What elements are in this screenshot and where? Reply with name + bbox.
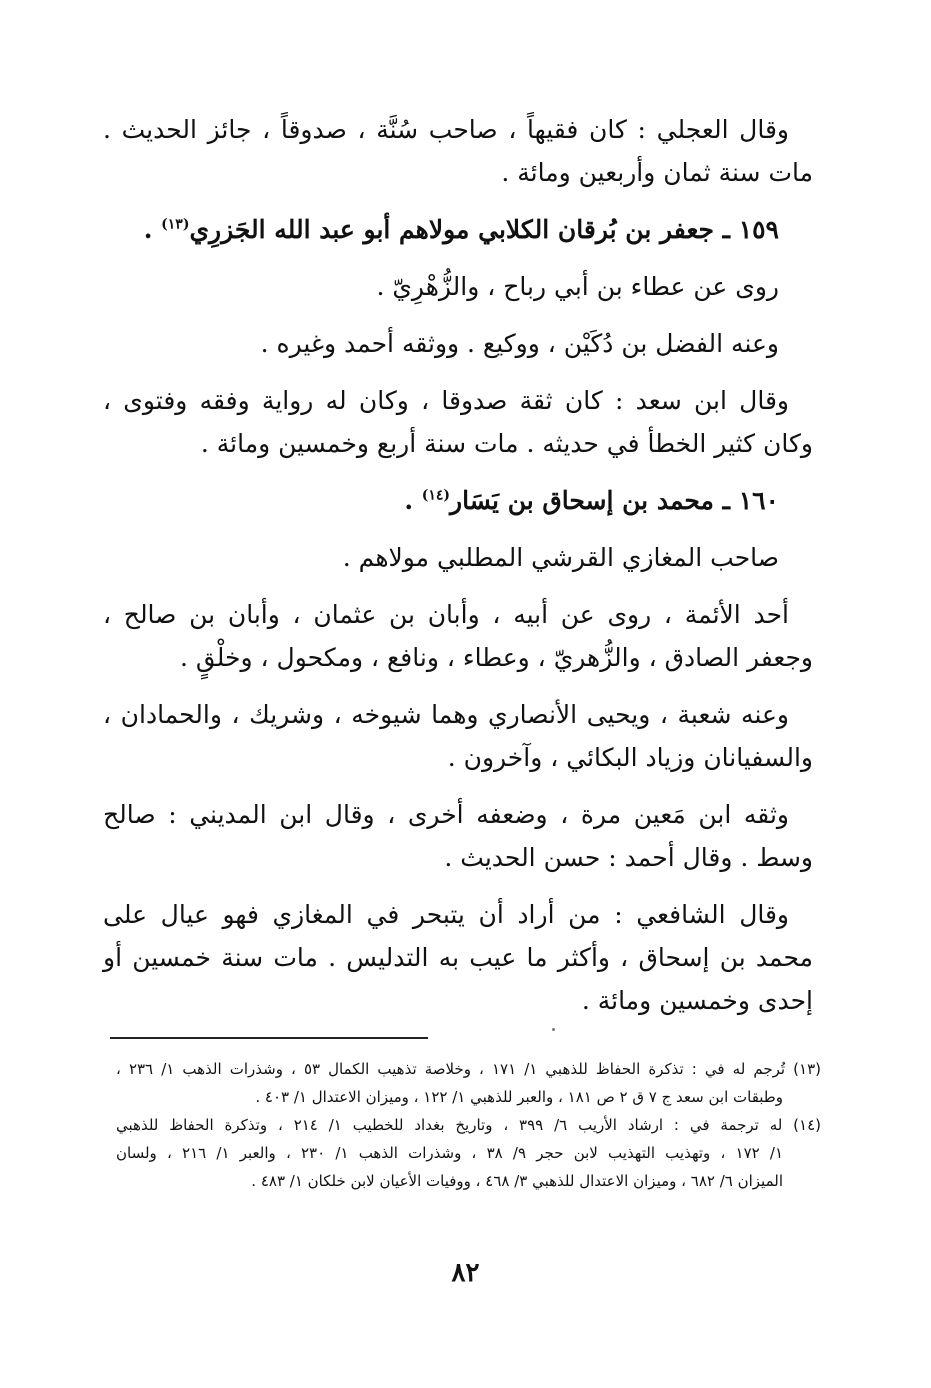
entry-159-heading [103,208,813,251]
paragraph-maghazi: صاحب المغازي القرشي المطلبي مولاهم . [342,543,779,572]
footnote-ref-13[interactable]: (١٣) [161,216,190,233]
entry-159-number: ١٥٩ ـ [722,215,779,244]
paragraph-ibn-saad: وقال ابن سعد : كان ثقة صدوقا ، وكان له رواية وفقه وفتوى ، وكان كثير الخطأ في حديثه . مات سنة أربع وخمسين ومائة . [103,386,813,458]
paragraph-shafii: وقال الشافعي : من أراد أن يتبحر في المغازي فهو عيال على محمد بن إسحاق ، وأكثر ما عيب به التدليس . مات سنة خمسين أو إحدى وخمسين ومائة . [103,900,813,1015]
main-text [103,108,813,1036]
footnote-14-line-1: (١٤) له ترجمة في : ارشاد الأريب ٦/ ٣٩٩ ، وتاريخ بغداد للخطيب ١/ ٢١٤ ، وتذكرة الحفاظ للذهبي [116,1116,821,1134]
footnote-13-line-2: وطبقات ابن سعد ج ٧ ق ٢ ص ١٨١ ، والعبر للذهبي ١/ ١٢٢ ، وميزان الاعتدال ١/ ٤٠٣ . [255,1088,783,1106]
entry-160-tail: . [404,486,422,515]
paragraph-ijli: وقال العجلي : كان فقيهاً ، صاحب سُنَّة ، صدوقاً ، جائز الحديث . مات سنة ثمان وأربعين ومائة . [103,115,813,187]
paragraph-narrators: وعنه الفضل بن دُكَيْن ، ووكيع . ووثقه أحمد وغيره . [260,329,779,358]
paragraph-narrated-from: روى عن عطاء بن أبي رباح ، والزُّهْرِيّ . [376,272,779,301]
entry-159-tail: . [143,215,162,244]
footnote-14-line-2: ١/ ١٧٢ ، وتهذيب التهذيب لابن حجر ٩/ ٣٨ ، وشذرات الذهب ١/ ٢٣٠ ، والعبر ١/ ٢١٦ ، ولسان [116,1144,784,1162]
entry-160-name: محمد بن إسحاق بن يَسَار [450,486,714,515]
footnote-13-line-1: (١٣) تُرجم له في : تذكرة الحفاظ للذهبي ١/ ١٧١ ، وخلاصة تذهيب الكمال ٥٣ ، وشذرات الذهب ١/ ٢٣٦ ، [116,1060,821,1078]
entry-160-number: ١٦٠ ـ [722,486,779,515]
entry-159-name: جعفر بن بُرقان الكلابي مولاهم أبو عبد الله الجَزرِي [189,215,714,244]
paragraph-grading: وثقه ابن مَعين مرة ، وضعفه أخرى ، وقال ابن المديني : صالح وسط . وقال أحمد : حسن الحديث . [103,800,813,872]
paragraph-students: وعنه شعبة ، ويحيى الأنصاري وهما شيوخه ، وشريك ، والحمادان ، والسفيانان وزياد البكائي ، وآخرون . [103,700,813,772]
footnote-14-line-3: الميزان ٦/ ٦٨٢ ، وميزان الاعتدال للذهبي ٣/ ٤٦٨ ، ووفيات الأعيان لابن خلكان ١/ ٤٨٣ . [251,1172,783,1190]
footnote-separator [110,1037,428,1039]
footnote-13 [116,1055,821,1111]
entry-160-heading [103,479,813,522]
footnote-14 [116,1111,821,1195]
footnotes [116,1055,821,1195]
page-number: ٨٢ [451,1258,480,1288]
footnote-ref-14[interactable]: (١٤) [421,487,451,504]
paragraph-imams: أحد الأئمة ، روى عن أبيه ، وأبان بن عثمان ، وأبان بن صالح ، وجعفر الصادق ، والزُّهريّ ، وعطاء ، ونافع ، ومكحول ، وخلْقٍ . [103,600,813,672]
stray-mark [552,1028,555,1031]
